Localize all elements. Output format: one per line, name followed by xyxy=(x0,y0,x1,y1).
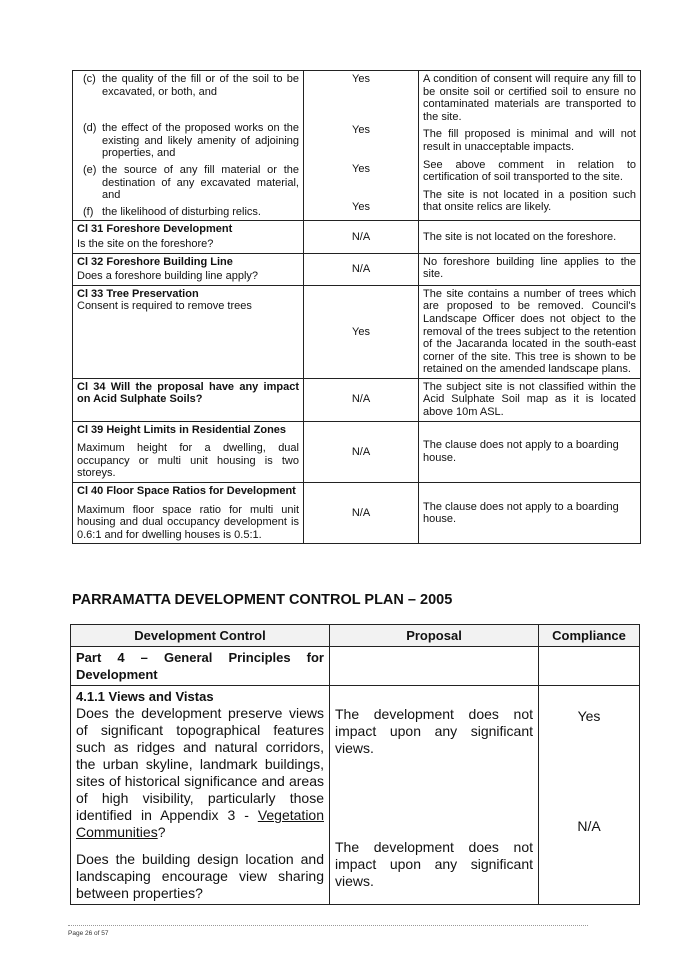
footer-divider xyxy=(68,925,588,926)
proposal-text: The development does not impact upon any significant views. xyxy=(335,839,533,889)
table-row: Cl 40 Floor Space Ratios for Development Maximum floor space ratio for multi unit housing and dual occupancy development is 0.6:1 and for dwelling houses is 0.5:1. N/A The clause does not apply to a boarding house. xyxy=(73,483,641,544)
column-header: Development Control xyxy=(71,625,330,647)
list-item: (d) the effect of the proposed works on the existing and likely amenity of adjoining properties, and xyxy=(83,122,299,160)
list-item: (c) the quality of the fill or of the soil to be excavated, or both, and xyxy=(83,73,299,98)
column-header: Compliance xyxy=(539,625,640,647)
column-header: Proposal xyxy=(330,625,539,647)
control-text: Does the building design location and landscaping encourage view sharing between properties? xyxy=(76,851,324,901)
lep-compliance-table xyxy=(72,70,641,544)
control-text: Does the development preserve views of significant topographical features such as ridges and natural corridors, the urban skyline, landmark buildings, sites of historical significance and areas of high visibility, particularly those identified in Appendix 3 - Vegetation Communities? xyxy=(76,705,324,840)
section-heading: PARRAMATTA DEVELOPMENT CONTROL PLAN – 2005 xyxy=(72,592,453,608)
proposal-text: The development does not impact upon any significant views. xyxy=(335,706,533,756)
cl30-comment-cell: A condition of consent will require any fill to be onsite soil or certified soil to ensure no contaminated materials are transported to the site. The fill proposed is minimal and will not result in unacceptable impacts. See above comment in relation to certification of soil transported to the site. The site is not located in a position such that onsite relics are likely. xyxy=(419,71,641,221)
page-number: Page 26 of 57 xyxy=(68,930,109,937)
dcp-compliance-table xyxy=(70,624,640,905)
appendix-link[interactable]: Vegetation Communities xyxy=(76,807,324,840)
compliance-value: N/A xyxy=(577,818,601,834)
table-row xyxy=(71,686,640,905)
list-item: (e) the source of any fill material or the destination of any excavated material, and xyxy=(83,163,299,202)
section-title: 4.1.1 Views and Vistas xyxy=(76,689,214,704)
table-row: Cl 32 Foreshore Building Line Does a foreshore building line apply? N/A No foreshore building line applies to the site. xyxy=(73,253,641,285)
table-row xyxy=(71,647,640,686)
cl30-compliance-cell: Yes Yes Yes Yes xyxy=(304,71,419,221)
table-row: Cl 39 Height Limits in Residential Zones Maximum height for a dwelling, dual occupancy or multi unit housing is two storeys. N/A The clause does not apply to a boarding house. xyxy=(73,421,641,482)
list-item: (f) the likelihood of disturbing relics. xyxy=(83,205,261,218)
table-row: Cl 34 Will the proposal have any impact on Acid Sulphate Soils? N/A The subject site is not classified within the Acid Sulphate Soil map as it is located above 10m ASL. xyxy=(73,378,641,421)
cl30-criteria-cell xyxy=(73,71,304,221)
part-heading: Part 4 – General Principles for Development xyxy=(71,647,330,686)
table-row: Cl 31 Foreshore Development Is the site on the foreshore? N/A The site is not located on the foreshore. xyxy=(73,221,641,253)
table-header-row xyxy=(71,625,640,647)
table-row xyxy=(73,71,641,221)
table-row: Cl 33 Tree Preservation Consent is required to remove trees Yes The site contains a number of trees which are proposed to be removed. Council's Landscape Officer does not object to the removal of the trees subject to the retention of the Jacaranda located in the south-east corner of the site. This tree is shown to be retained on the amended landscape plans. xyxy=(73,285,641,378)
compliance-value: Yes xyxy=(577,708,601,724)
